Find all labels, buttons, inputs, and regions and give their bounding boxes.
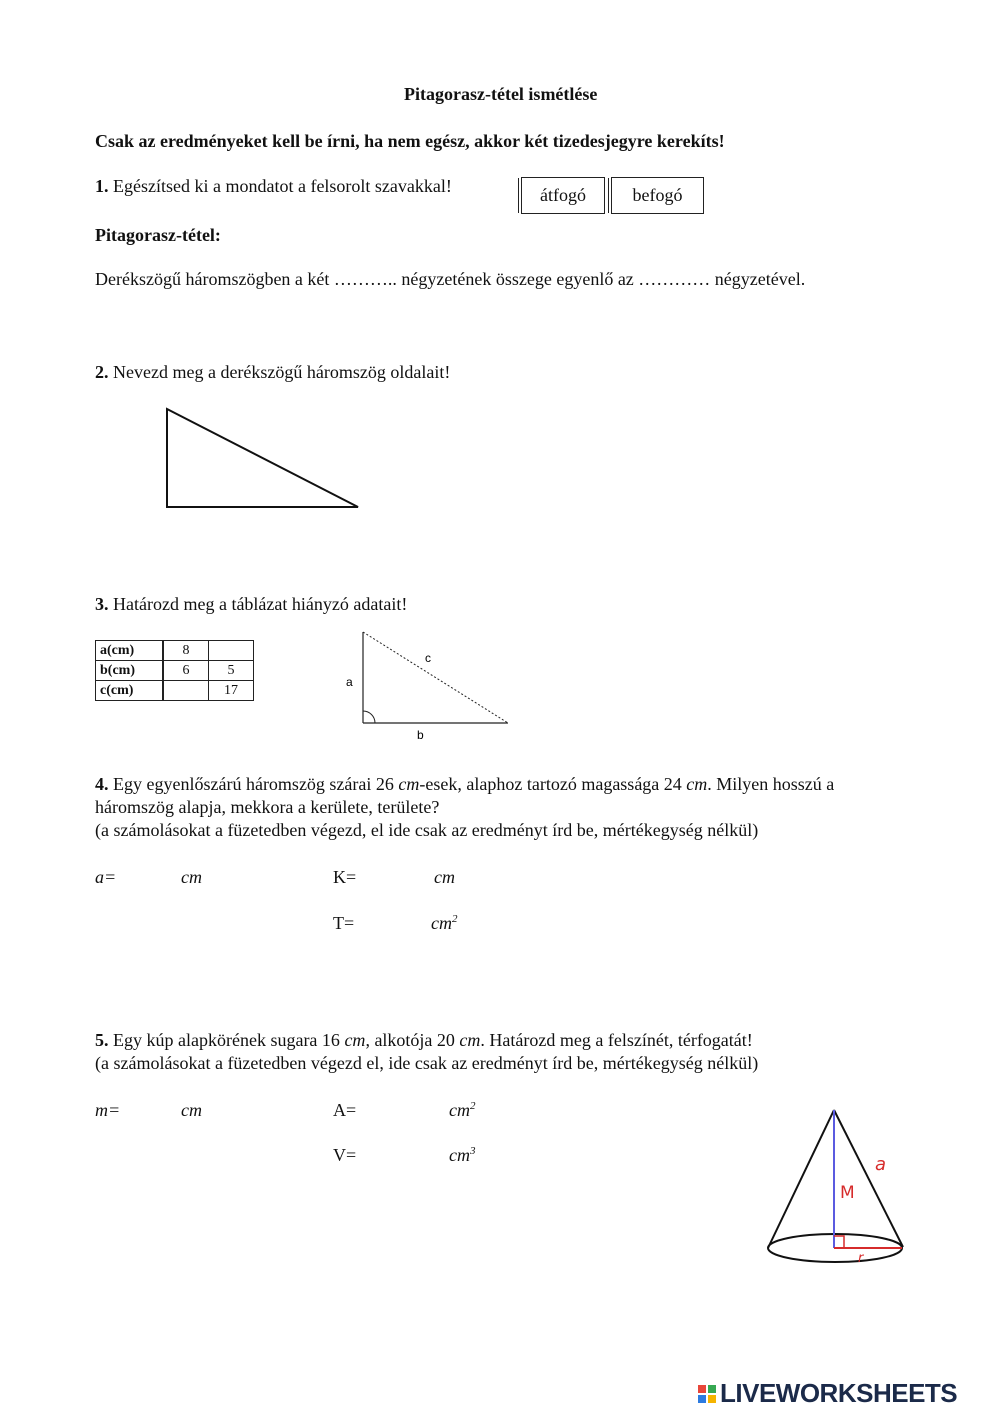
q4-unit: cm (398, 774, 420, 794)
table-row (96, 681, 254, 701)
q4-t-unit (431, 913, 458, 934)
q5-text: Egy kúp alapkörének sugara 16 (113, 1030, 345, 1050)
cone-figure (760, 1100, 920, 1275)
q5-v-input[interactable] (362, 1142, 442, 1166)
liveworksheets-logo (698, 1378, 957, 1409)
q5-a-unit (449, 1100, 476, 1121)
answer-cell[interactable] (163, 681, 209, 701)
q5-number: 5. (95, 1030, 109, 1050)
row-header: a(cm) (96, 641, 164, 661)
q4-line3: (a számolásokat a füzetedben végezd, el ide csak az eredményt írd be, mértékegység nélkül) (95, 820, 759, 840)
unit-text: cm (449, 1100, 470, 1120)
q2-number: 2. (95, 362, 109, 382)
q4-a-label: a= (95, 867, 117, 887)
logo-text: LIVEWORKSHEETS (720, 1378, 958, 1408)
q5-line1 (95, 1030, 753, 1051)
q1-number: 1. (95, 176, 109, 196)
q4-k-input[interactable] (362, 864, 428, 888)
instruction: Csak az eredményeket kell be írni, ha nem egész, akkor két tizedesjegyre kerekíts! (95, 131, 725, 151)
row-header: c(cm) (96, 681, 164, 701)
q4-a-input[interactable] (120, 864, 175, 888)
q5-m-label: m= (95, 1100, 121, 1120)
table-cell: 6 (163, 661, 209, 681)
right-angle-mark (834, 1236, 844, 1248)
q1-prompt (95, 176, 452, 197)
q3-number: 3. (95, 594, 109, 614)
q2-triangle-figure (160, 402, 370, 514)
word-box-label: átfogó (540, 185, 586, 205)
unit-text: cm (431, 913, 452, 933)
q5-m-unit: cm (181, 1100, 202, 1120)
q3-data-table (95, 640, 254, 701)
cone-slant-label: a (875, 1154, 887, 1175)
answer-cell[interactable] (209, 641, 254, 661)
table-row (96, 641, 254, 661)
right-angle-mark (363, 711, 375, 723)
q4-text: Egy egyenlőszárú háromszög szárai 26 (113, 774, 399, 794)
page-title: Pitagorasz-tétel ismétlése (404, 84, 598, 104)
label-a: a (346, 675, 353, 689)
q4-k-label: K= (333, 867, 357, 887)
row-header: b(cm) (96, 661, 164, 681)
q5-m-input[interactable] (123, 1097, 177, 1121)
q5-v-unit (449, 1145, 476, 1166)
cone-left-edge (768, 1110, 834, 1248)
q4-a-unit: cm (181, 867, 202, 887)
q3-triangle-figure (340, 626, 520, 746)
unit-exponent: 2 (452, 913, 458, 925)
q4-k-unit: cm (434, 867, 455, 887)
q1-heading: Pitagorasz-tétel: (95, 225, 221, 245)
q5-a-label: A= (333, 1100, 357, 1120)
q4-number: 4. (95, 774, 109, 794)
logo-mark-icon (698, 1385, 716, 1403)
unit-text: cm (449, 1145, 470, 1165)
label-c: c (425, 651, 431, 665)
q4-text: . Milyen hosszú a (707, 774, 835, 794)
q5-v-label: V= (333, 1145, 357, 1165)
q4-line1 (95, 774, 834, 795)
cone-right-edge (834, 1110, 903, 1247)
q5-unit: cm (459, 1030, 481, 1050)
table-row (96, 661, 254, 681)
right-triangle (167, 409, 358, 507)
word-box-label: befogó (632, 185, 683, 205)
unit-exponent: 3 (470, 1145, 476, 1157)
q3-prompt (95, 594, 407, 615)
word-box-atfogo[interactable] (521, 177, 605, 214)
label-b: b (417, 728, 424, 742)
table-cell: 17 (209, 681, 254, 701)
q1-text: Egészítsed ki a mondatot a felsorolt szavakkal! (113, 176, 452, 196)
q5-text: , alkotója 20 (365, 1030, 460, 1050)
q5-unit: cm (344, 1030, 366, 1050)
q4-t-input[interactable] (362, 910, 426, 934)
word-box-befogo[interactable] (611, 177, 704, 214)
q4-unit: cm (686, 774, 708, 794)
q5-line2: (a számolásokat a füzetedben végezd el, ide csak az eredményt írd be, mértékegység nélkül) (95, 1053, 759, 1073)
q4-text: -esek, alaphoz tartozó magassága 24 (419, 774, 687, 794)
table-cell: 8 (163, 641, 209, 661)
q4-line2: háromszög alapja, mekkora a kerülete, területe? (95, 797, 440, 817)
q5-text: . Határozd meg a felszínét, térfogatát! (480, 1030, 753, 1050)
q2-prompt (95, 362, 450, 383)
table-cell: 5 (209, 661, 254, 681)
cone-radius-label: r (858, 1251, 864, 1266)
q2-text: Nevezd meg a derékszögű háromszög oldalait! (113, 362, 451, 382)
side-c (363, 632, 508, 723)
q1-sentence: Derékszögű háromszögben a két ……….. négyzetének összege egyenlő az ………… négyzetével. (95, 269, 806, 289)
unit-exponent: 2 (470, 1100, 476, 1112)
cone-height-label: M (840, 1183, 855, 1203)
q3-text: Határozd meg a táblázat hiányzó adatait! (113, 594, 408, 614)
q4-t-label: T= (333, 913, 355, 933)
q5-a-input[interactable] (362, 1097, 442, 1121)
